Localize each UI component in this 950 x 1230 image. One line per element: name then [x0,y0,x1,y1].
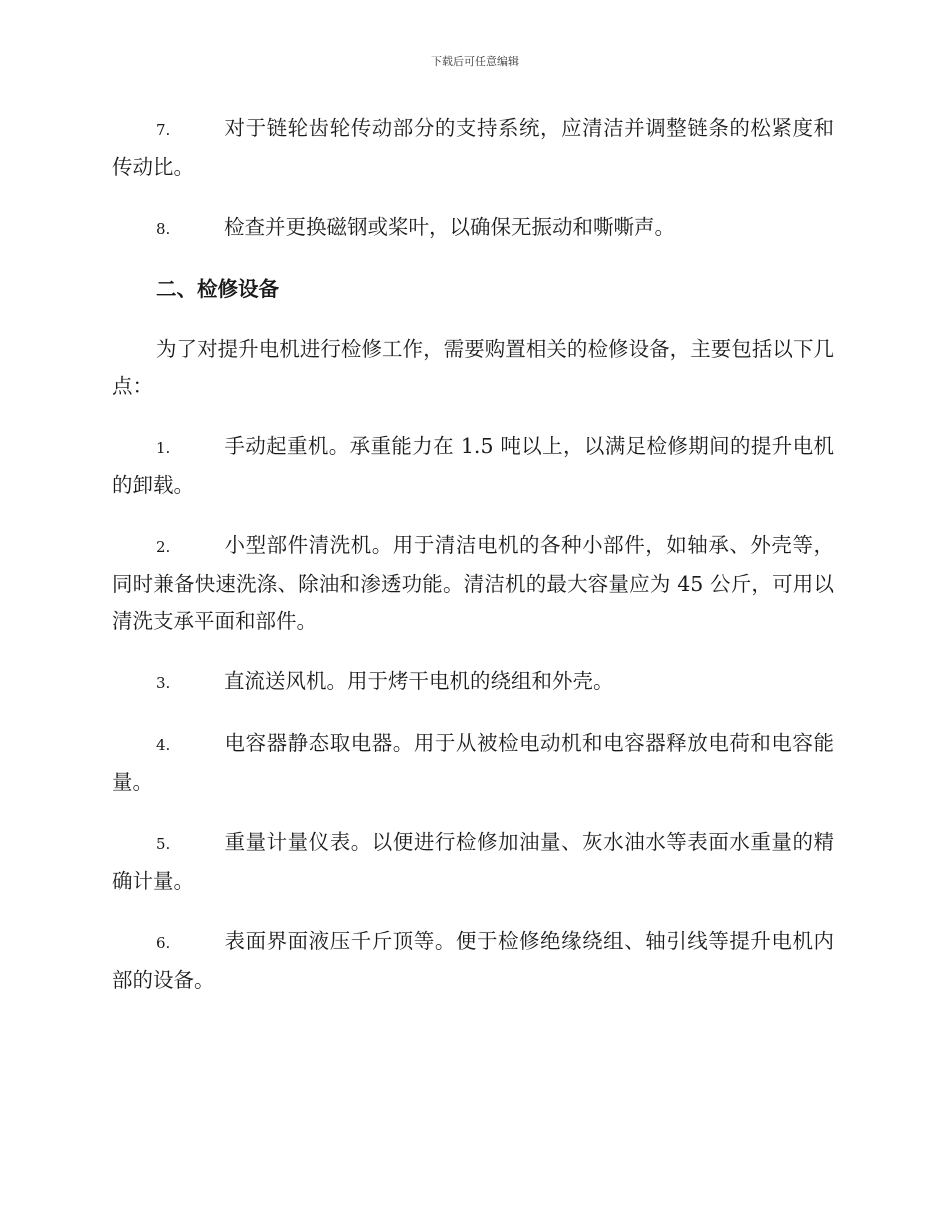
section-heading: 二、检修设备 [156,277,279,301]
list-item-number: 1. [156,439,171,457]
list-item-text: 手动起重机。承重能力在 1.5 吨以上，以满足检修期间的提升电机的卸载。 [112,434,834,497]
list-item-text: 表面界面液压千斤顶等。便于检修绝缘绕组、轴引线等提升电机内部的设备。 [112,929,834,992]
list-item [112,209,834,248]
list-item-number: 3. [156,674,171,692]
list-item-text: 直流送风机。用于烤干电机的绕组和外壳。 [224,669,614,693]
list-item [112,725,834,801]
list-item-text: 小型部件清洗机。用于清洁电机的各种小部件，如轴承、外壳等，同时兼备快速洗涤、除油和渗透功能。清洁机的最大容量应为 45 公斤，可用以清洗支承平面和部件。 [112,533,834,633]
list-item [112,663,834,702]
section-intro: 为了对提升电机进行检修工作，需要购置相关的检修设备，主要包括以下几点： [112,337,834,398]
list-item-text: 对于链轮齿轮传动部分的支持系统，应清洁并调整链条的松紧度和传动比。 [112,116,834,179]
list-item [112,923,834,999]
list-item [112,527,834,640]
list-item-number: 2. [156,538,171,556]
list-item-number: 6. [156,934,171,952]
list-item [112,428,834,504]
page-header: 下载后可任意编辑 [431,55,519,68]
list-item-number: 7. [156,121,171,139]
list-item [112,824,834,900]
list-item-number: 8. [156,220,171,238]
list-item-text: 电容器静态取电器。用于从被检电动机和电容器释放电荷和电容能量。 [112,731,834,794]
list-item-text: 重量计量仪表。以便进行检修加油量、灰水油水等表面水重量的精确计量。 [112,830,834,893]
document-body [112,110,834,1022]
list-item-number: 4. [156,736,171,754]
list-item-number: 5. [156,835,171,853]
list-item [112,110,834,186]
list-item-text: 检查并更换磁钢或桨叶，以确保无振动和嘶嘶声。 [224,215,675,239]
